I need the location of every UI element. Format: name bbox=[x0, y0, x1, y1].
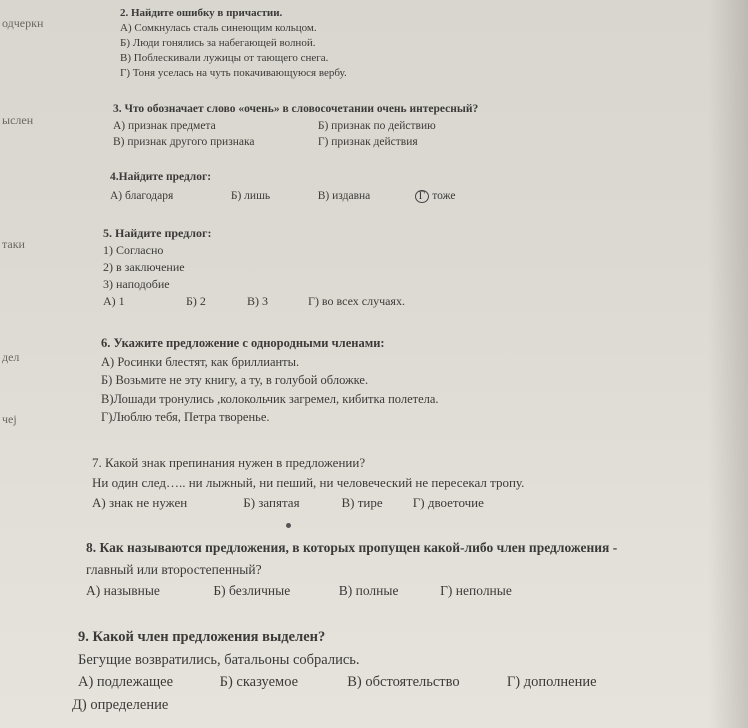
answer-option: А) благодаря bbox=[110, 189, 174, 202]
ink-dot bbox=[286, 523, 291, 528]
answer-option: тоже bbox=[432, 189, 456, 202]
question-title: 9. Какой член предложения выделен? bbox=[78, 629, 326, 645]
answer-option: Б) безличные bbox=[213, 583, 291, 598]
margin-fragment-1: одчеркн bbox=[2, 16, 44, 30]
question-4 bbox=[110, 172, 456, 203]
question-title: 6. Укажите предложение с однородными членами: bbox=[101, 336, 385, 350]
question-sentence: Бегущие возвратились, батальоны собрались. bbox=[78, 651, 360, 668]
answer-option: А) назывные bbox=[86, 583, 160, 598]
answer-option: В) признак другого признака bbox=[113, 136, 255, 148]
answer-option: Г) Тоня уселась на чуть покачивающуюся вербу. bbox=[120, 67, 347, 79]
question-sentence: Ни один след….. ни лыжный, ни пеший, ни человеческий не пересекал тропу. bbox=[92, 475, 525, 490]
question-5 bbox=[103, 227, 405, 307]
answer-option: Г) двоеточие bbox=[412, 495, 484, 510]
answer-option: А) признак предмета bbox=[113, 119, 216, 132]
answer-option: В) тире bbox=[341, 495, 383, 510]
answer-option: Г) дополнение bbox=[506, 674, 597, 690]
question-title: 4.Найдите предлог: bbox=[110, 171, 212, 183]
answer-option: А) знак не нужен bbox=[92, 495, 188, 510]
question-text: главный или второстепенный? bbox=[86, 561, 262, 577]
answer-option: 2) в заключение bbox=[103, 260, 185, 274]
answer-option: Г) неполные bbox=[440, 583, 512, 598]
answer-option: Б) 2 bbox=[186, 294, 206, 308]
question-7 bbox=[92, 456, 524, 509]
margin-fragment-4: дел bbox=[2, 350, 20, 364]
margin-fragment-5: чеј bbox=[2, 412, 17, 426]
answer-option: А) подлежащее bbox=[78, 674, 174, 690]
question-title: 5. Найдите предлог: bbox=[103, 226, 212, 240]
answer-option: В) полные bbox=[338, 583, 399, 598]
answer-option: Б) сказуемое bbox=[219, 674, 299, 690]
question-title: 7. Какой знак препинания нужен в предложении? bbox=[92, 455, 366, 470]
margin-fragment-3: таки bbox=[2, 237, 25, 251]
answer-option: А) 1 bbox=[103, 294, 125, 308]
question-title: 8. Как называются предложения, в которых пропущен какой-либо член предложения - bbox=[86, 540, 618, 555]
answer-option: 3) наподобие bbox=[103, 277, 170, 291]
answer-option: В) издавна bbox=[317, 189, 371, 202]
answer-option: 1) Согласно bbox=[103, 243, 164, 257]
question-3 bbox=[113, 104, 478, 149]
answer-option: В) обстоятельство bbox=[347, 674, 460, 690]
answer-option: В) 3 bbox=[247, 294, 268, 308]
page-shadow bbox=[708, 0, 748, 728]
question-title: 3. Что обозначает слово «очень» в словосочетании очень интересный? bbox=[113, 103, 479, 115]
margin-fragment-2: ыслен bbox=[2, 113, 34, 127]
answer-option: Б) Люди гонялись за набегающей волной. bbox=[120, 37, 316, 49]
answer-option: Д) определение bbox=[72, 696, 169, 713]
answer-option: А) Росинки блестят, как бриллианты. bbox=[101, 354, 300, 369]
answer-option: Б) признак по действию bbox=[317, 119, 436, 132]
answer-option: Б) запятая bbox=[243, 495, 300, 510]
question-8 bbox=[86, 541, 617, 598]
answer-option: В) Поблескивали лужицы от тающего снега. bbox=[120, 52, 329, 64]
answer-option: Б) лишь bbox=[230, 189, 271, 202]
question-2 bbox=[120, 8, 347, 79]
answer-option: В)Лошади тронулись ,колокольчик загремел, кибитка полетела. bbox=[101, 391, 439, 406]
answer-option: А) Сомкнулась сталь синеющим кольцом. bbox=[120, 22, 317, 34]
question-6 bbox=[101, 337, 439, 424]
answer-option: Г)Люблю тебя, Петра творенье. bbox=[101, 410, 270, 424]
circled-answer-mark: Г bbox=[415, 190, 430, 204]
answer-option: Г) признак действия bbox=[317, 136, 418, 148]
question-9 bbox=[72, 629, 597, 713]
answer-option: Б) Возьмите не эту книгу, а ту, в голубой обложке. bbox=[101, 373, 369, 387]
answer-option: Г) во всех случаях. bbox=[308, 294, 405, 308]
question-title: 2. Найдите ошибку в причастии. bbox=[120, 7, 283, 19]
